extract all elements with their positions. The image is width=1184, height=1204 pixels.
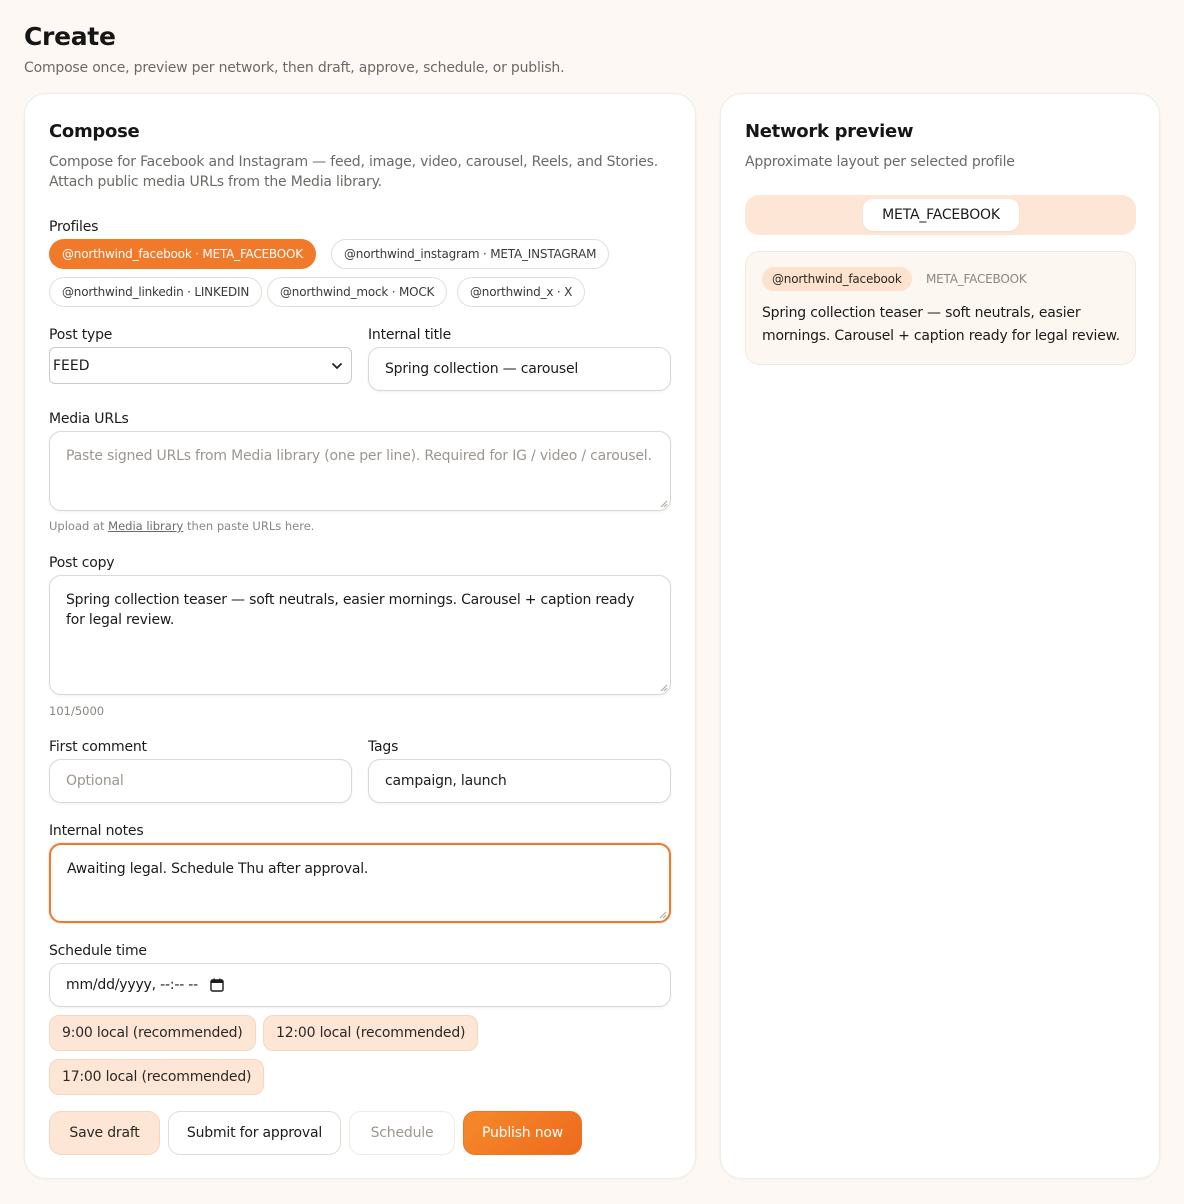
publish-now-button[interactable]: Publish now (463, 1111, 582, 1155)
media-hint-prefix: Upload at (49, 519, 109, 533)
post-preview (745, 251, 1136, 365)
preview-description: Approximate layout per selected profile (745, 154, 1015, 170)
slot-12pm-button[interactable]: 12:00 local (recommended) (263, 1015, 478, 1051)
profile-chip-facebook[interactable]: @northwind_facebook · META_FACEBOOK (49, 239, 316, 269)
schedule-time-label: Schedule time (49, 943, 147, 959)
first-comment-input[interactable] (49, 759, 352, 803)
internal-notes-label: Internal notes (49, 823, 144, 839)
schedule-datetime-placeholder: mm/dd/yyyy, --:-- -- (66, 977, 199, 993)
media-library-link[interactable]: Media library (108, 519, 184, 533)
page-title: Create (24, 22, 116, 51)
schedule-button[interactable]: Schedule (349, 1111, 455, 1155)
compose-title: Compose (49, 121, 140, 142)
preview-title: Network preview (745, 121, 914, 142)
page-header (24, 22, 564, 76)
post-type-value: FEED (53, 357, 90, 374)
slot-5pm-button[interactable]: 17:00 local (recommended) (49, 1059, 264, 1095)
media-hint-suffix: then paste URLs here. (183, 519, 315, 533)
tags-input[interactable] (368, 759, 671, 803)
media-hint (49, 519, 314, 533)
preview-handle-badge: @northwind_facebook (762, 267, 912, 291)
internal-notes-textarea[interactable] (49, 843, 671, 923)
compose-description (49, 152, 669, 192)
slot-9am-button[interactable]: 9:00 local (recommended) (49, 1015, 256, 1051)
first-comment-placeholder: Optional (66, 773, 124, 789)
profile-chip-mock[interactable]: @northwind_mock · MOCK (267, 277, 447, 307)
post-type-label: Post type (49, 327, 113, 343)
internal-notes-value: Awaiting legal. Schedule Thu after approval. (67, 861, 369, 877)
profile-chip-linkedin[interactable]: @northwind_linkedin · LINKEDIN (49, 277, 262, 307)
network-tabs (745, 195, 1136, 235)
first-comment-label: First comment (49, 739, 147, 755)
tags-value: campaign, launch (385, 773, 507, 789)
media-urls-textarea[interactable] (49, 431, 671, 511)
chevron-down-icon (331, 360, 343, 372)
save-draft-button[interactable]: Save draft (49, 1111, 160, 1155)
tags-label: Tags (368, 739, 399, 755)
media-urls-label: Media URLs (49, 411, 129, 427)
preview-post-text: Spring collection teaser — soft neutrals, easier mornings. Carousel + caption ready for legal review. (762, 305, 1120, 344)
resize-handle-icon[interactable] (660, 684, 668, 692)
post-copy-textarea[interactable] (49, 575, 671, 695)
post-copy-value: Spring collection teaser — soft neutrals, easier mornings. Carousel + caption ready for legal review. (66, 592, 635, 628)
resize-handle-icon[interactable] (659, 911, 667, 919)
calendar-icon[interactable] (210, 978, 224, 992)
compose-description-line-2: Attach public media URLs from the Media library. (49, 174, 382, 190)
compose-description-line-1: Compose for Facebook and Instagram — feed, image, video, carousel, Reels, and Stories. (49, 154, 659, 170)
profiles-label: Profiles (49, 219, 99, 235)
preview-network-label: META_FACEBOOK (926, 272, 1027, 286)
internal-title-label: Internal title (368, 327, 451, 343)
media-urls-placeholder: Paste signed URLs from Media library (one per line). Required for IG / video / carousel. (66, 448, 652, 464)
profile-chip-x[interactable]: @northwind_x · X (457, 277, 585, 307)
tab-meta-facebook[interactable]: META_FACEBOOK (863, 199, 1019, 231)
post-copy-label: Post copy (49, 555, 115, 571)
resize-handle-icon[interactable] (660, 500, 668, 508)
network-preview-card (720, 93, 1160, 1179)
compose-card (24, 93, 696, 1179)
submit-approval-button[interactable]: Submit for approval (168, 1111, 341, 1155)
schedule-datetime-input[interactable] (49, 963, 671, 1007)
page-subtitle: Compose once, preview per network, then draft, approve, schedule, or publish. (24, 60, 565, 76)
internal-title-value: Spring collection — carousel (385, 361, 579, 377)
internal-title-input[interactable] (368, 347, 671, 391)
post-type-select[interactable] (49, 347, 352, 384)
char-count: 101/5000 (49, 704, 105, 718)
profile-chip-instagram[interactable]: @northwind_instagram · META_INSTAGRAM (331, 239, 609, 269)
